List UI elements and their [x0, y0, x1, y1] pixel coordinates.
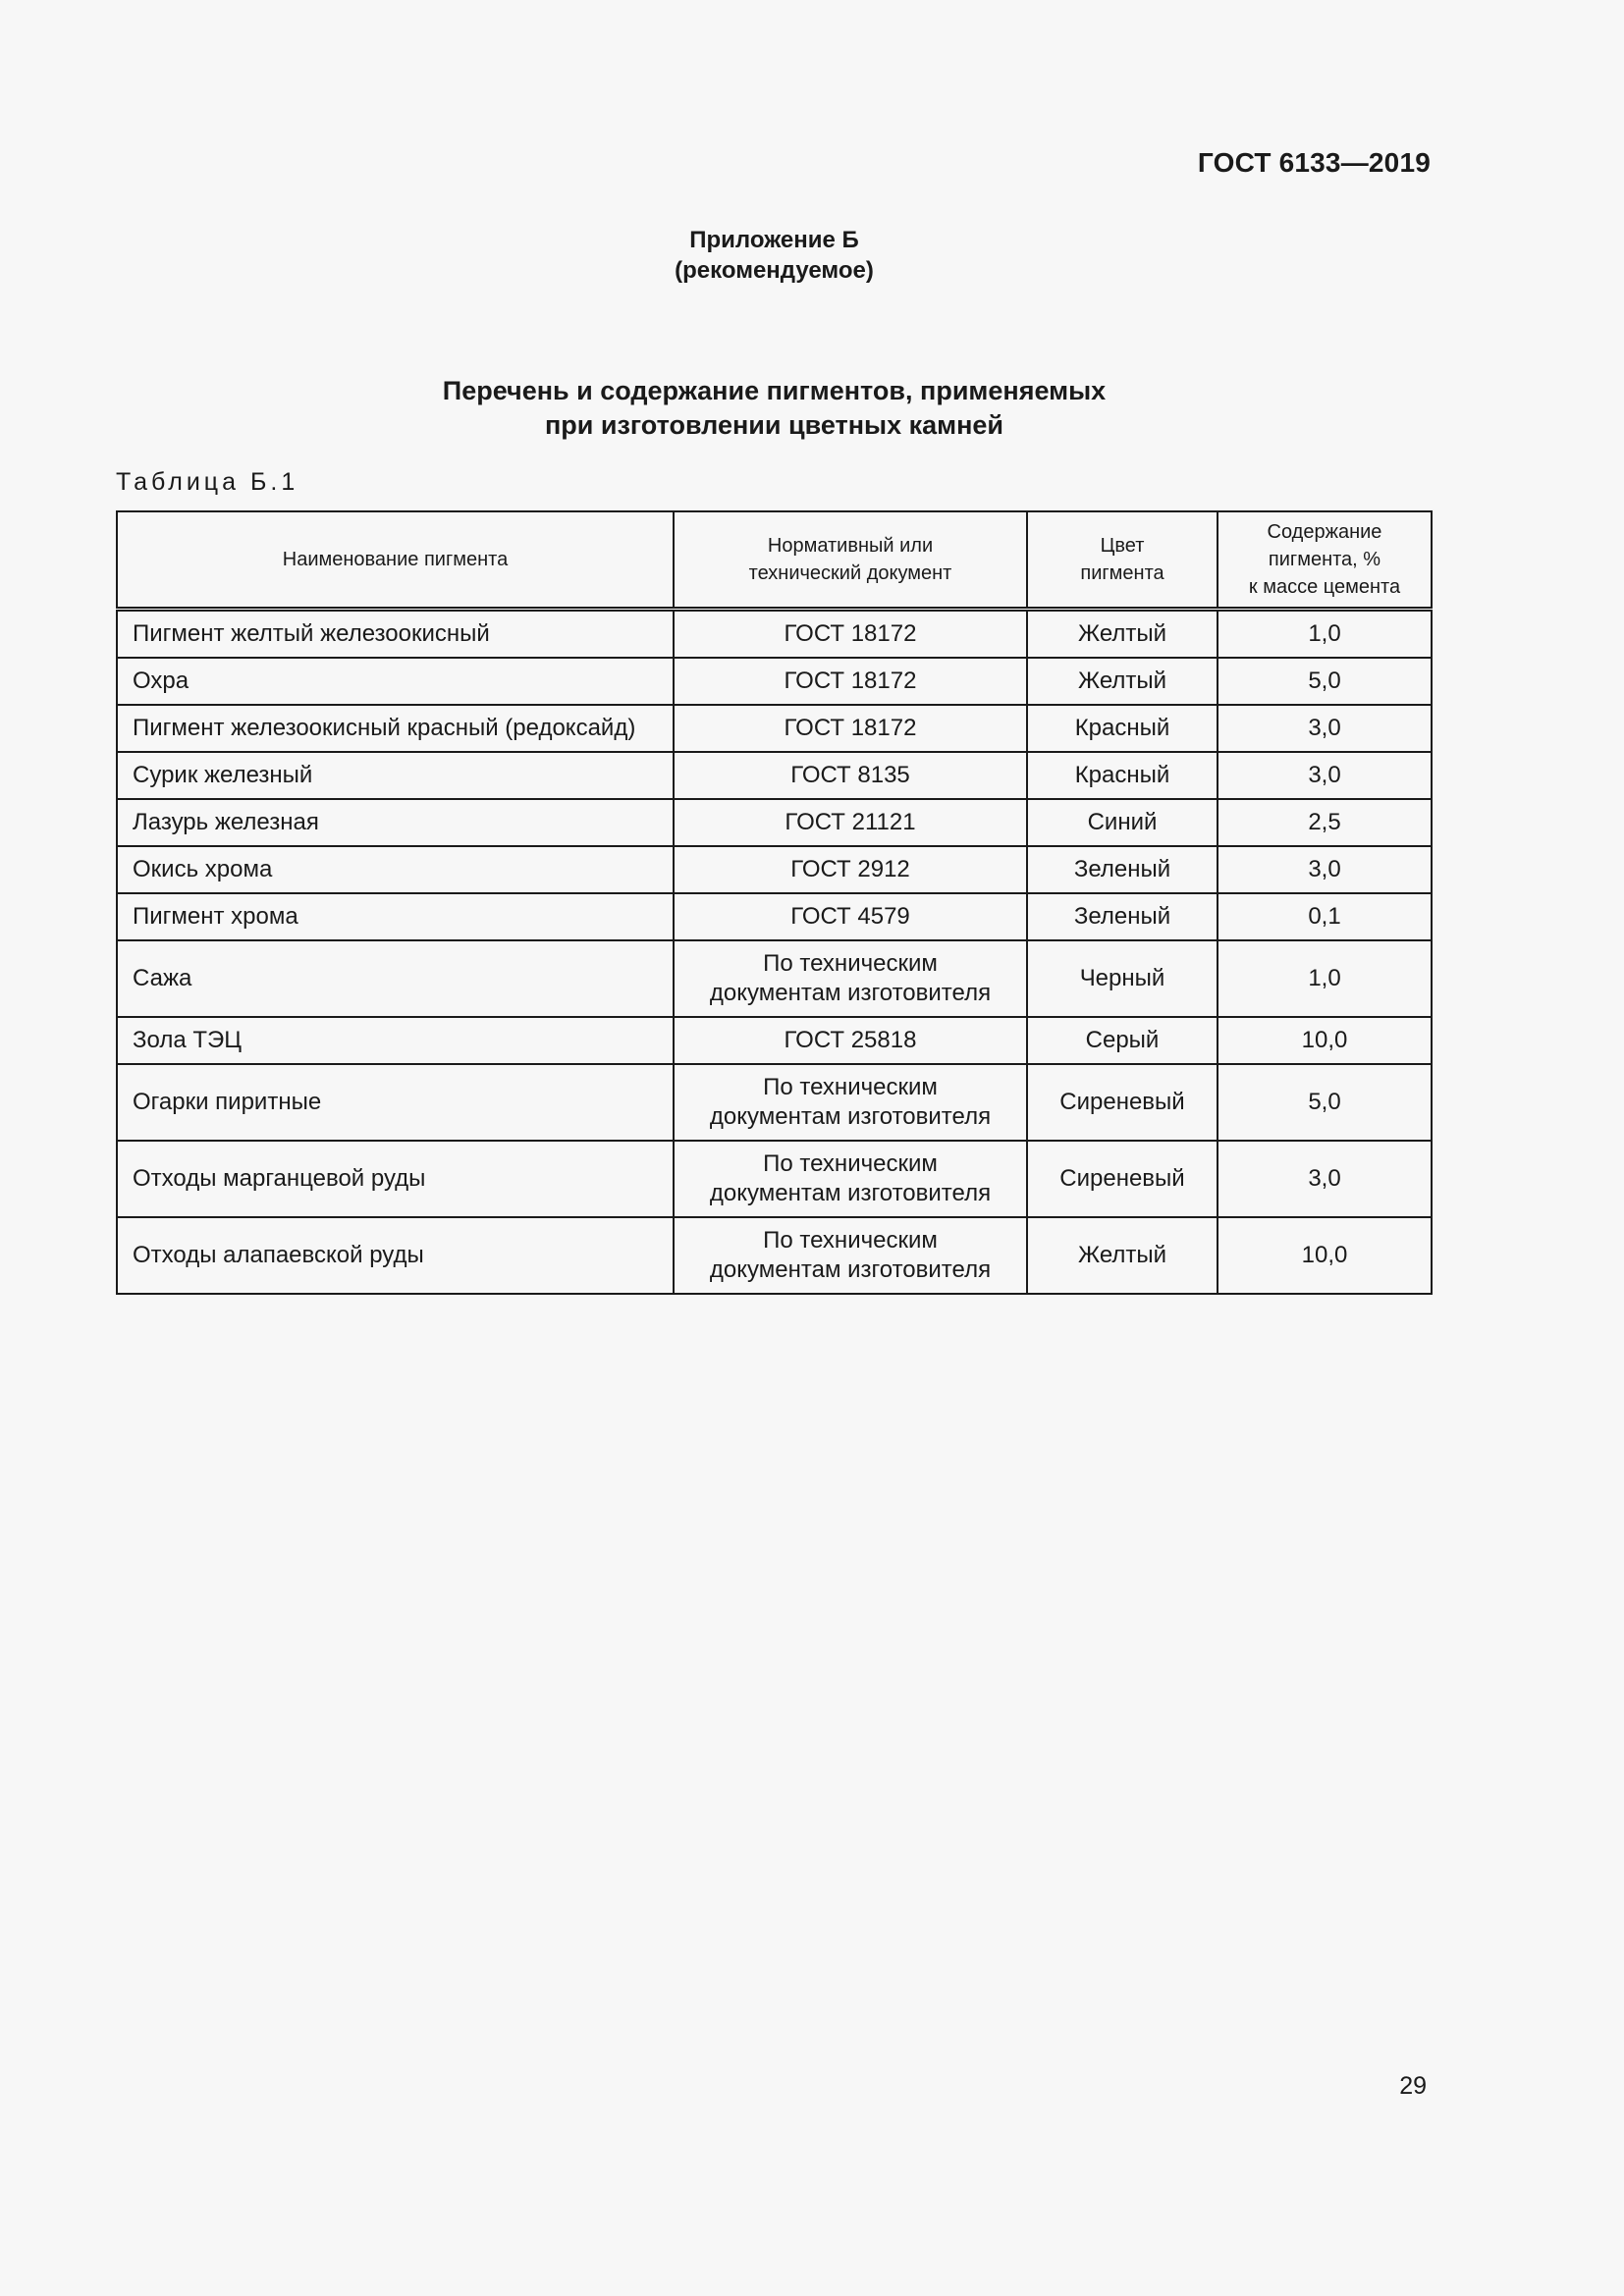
column-header-line: пигмента, %: [1268, 549, 1381, 570]
pigment-name-cell: Сажа: [117, 940, 674, 1017]
pigment-color-cell: Зеленый: [1027, 893, 1218, 940]
pigment-content-cell: 3,0: [1218, 705, 1432, 752]
pigment-document-cell: [674, 846, 1027, 893]
pigment-name-cell: Пигмент хрома: [117, 893, 674, 940]
pigment-name-cell: Охра: [117, 658, 674, 705]
table-row: [117, 940, 1432, 1017]
pigment-content-cell: 3,0: [1218, 846, 1432, 893]
table-row: [117, 799, 1432, 846]
pigments-table: [116, 510, 1433, 1295]
document-code: ГОСТ 6133—2019: [1197, 147, 1431, 178]
pigment-content-cell: 5,0: [1218, 1064, 1432, 1141]
pigment-content-cell: 1,0: [1218, 940, 1432, 1017]
table-title-line: Перечень и содержание пигментов, применяемых: [442, 376, 1107, 405]
pigment-name-cell: Отходы марганцевой руды: [117, 1141, 674, 1217]
pigment-content-cell: 3,0: [1218, 1141, 1432, 1217]
column-header-name: [117, 511, 674, 610]
pigment-color-cell: Желтый: [1027, 610, 1218, 659]
table-row: [117, 893, 1432, 940]
pigment-document-line: ГОСТ 18172: [784, 715, 917, 741]
pigment-document-line: документам изготовителя: [709, 1103, 992, 1130]
table-row: [117, 1217, 1432, 1294]
pigment-color-cell: Красный: [1027, 705, 1218, 752]
appendix-title: Приложение Б: [689, 227, 859, 253]
pigment-color-cell: Серый: [1027, 1017, 1218, 1064]
pigment-document-line: ГОСТ 25818: [784, 1027, 917, 1053]
pigment-color-cell: Желтый: [1027, 1217, 1218, 1294]
table-row: [117, 610, 1432, 659]
pigment-document-line: По техническим: [763, 1150, 938, 1177]
pigment-content-cell: 5,0: [1218, 658, 1432, 705]
pigment-document-line: ГОСТ 21121: [785, 809, 916, 835]
pigment-document-line: ГОСТ 2912: [790, 856, 910, 882]
pigment-color-cell: Красный: [1027, 752, 1218, 799]
column-header-document: [674, 511, 1027, 610]
column-header-line: Нормативный или: [767, 535, 934, 557]
pigment-name-cell: Огарки пиритные: [117, 1064, 674, 1141]
column-header-line: Цвет: [1100, 535, 1145, 557]
column-header-color: [1027, 511, 1218, 610]
table-caption: Таблица Б.1: [116, 468, 299, 496]
pigment-document-line: документам изготовителя: [709, 1256, 992, 1283]
pigment-name-cell: Сурик железный: [117, 752, 674, 799]
pigment-document-cell: [674, 1217, 1027, 1294]
pigment-content-cell: 1,0: [1218, 610, 1432, 659]
appendix-heading: [0, 225, 1548, 286]
pigment-document-cell: [674, 893, 1027, 940]
pigment-document-line: По техническим: [763, 1227, 938, 1254]
pigment-name-cell: Пигмент желтый железоокисный: [117, 610, 674, 659]
pigment-name-cell: Зола ТЭЦ: [117, 1017, 674, 1064]
pigment-document-cell: [674, 940, 1027, 1017]
pigment-document-cell: [674, 1064, 1027, 1141]
table-body: [117, 610, 1432, 1295]
pigment-document-cell: [674, 705, 1027, 752]
pigment-content-cell: 0,1: [1218, 893, 1432, 940]
pigment-document-line: ГОСТ 4579: [790, 903, 910, 930]
pigment-color-cell: Сиреневый: [1027, 1064, 1218, 1141]
column-header-line: Наименование пигмента: [282, 549, 509, 570]
pigment-name-cell: Отходы алапаевской руды: [117, 1217, 674, 1294]
table-row: [117, 1064, 1432, 1141]
pigment-document-line: ГОСТ 8135: [790, 762, 910, 788]
column-header-line: технический документ: [748, 562, 952, 584]
table-title: [0, 374, 1548, 443]
pigment-document-line: По техническим: [763, 1074, 938, 1100]
pigment-document-cell: [674, 752, 1027, 799]
column-header-content: [1218, 511, 1432, 610]
pigment-name-cell: Окись хрома: [117, 846, 674, 893]
table-row: [117, 1141, 1432, 1217]
pigment-document-line: ГОСТ 18172: [784, 667, 917, 694]
column-header-line: пигмента: [1080, 562, 1164, 584]
pigment-name-cell: Пигмент железоокисный красный (редоксайд): [117, 705, 674, 752]
table-row: [117, 752, 1432, 799]
column-header-line: Содержание: [1267, 521, 1382, 543]
pigment-document-line: документам изготовителя: [709, 1180, 992, 1206]
pigment-color-cell: Черный: [1027, 940, 1218, 1017]
pigment-color-cell: Синий: [1027, 799, 1218, 846]
pigment-name-cell: Лазурь железная: [117, 799, 674, 846]
pigment-color-cell: Зеленый: [1027, 846, 1218, 893]
pigment-content-cell: 10,0: [1218, 1217, 1432, 1294]
table-title-line: при изготовлении цветных камней: [544, 410, 1004, 440]
pigment-document-line: ГОСТ 18172: [784, 620, 917, 647]
pigment-content-cell: 10,0: [1218, 1017, 1432, 1064]
table-row: [117, 846, 1432, 893]
pigment-document-cell: [674, 658, 1027, 705]
pigment-document-line: По техническим: [763, 950, 938, 977]
table-row: [117, 1017, 1432, 1064]
table-header-row: [117, 511, 1432, 610]
pigment-document-cell: [674, 610, 1027, 659]
pigment-document-line: документам изготовителя: [709, 980, 992, 1006]
table-row: [117, 705, 1432, 752]
table-row: [117, 658, 1432, 705]
pigment-content-cell: 2,5: [1218, 799, 1432, 846]
pigment-document-cell: [674, 1141, 1027, 1217]
pigment-color-cell: Сиреневый: [1027, 1141, 1218, 1217]
pigment-document-cell: [674, 1017, 1027, 1064]
appendix-status: (рекомендуемое): [675, 257, 874, 284]
pigment-content-cell: 3,0: [1218, 752, 1432, 799]
column-header-line: к массе цемента: [1248, 576, 1401, 598]
pigment-color-cell: Желтый: [1027, 658, 1218, 705]
page-number: 29: [1399, 2072, 1427, 2100]
pigment-document-cell: [674, 799, 1027, 846]
